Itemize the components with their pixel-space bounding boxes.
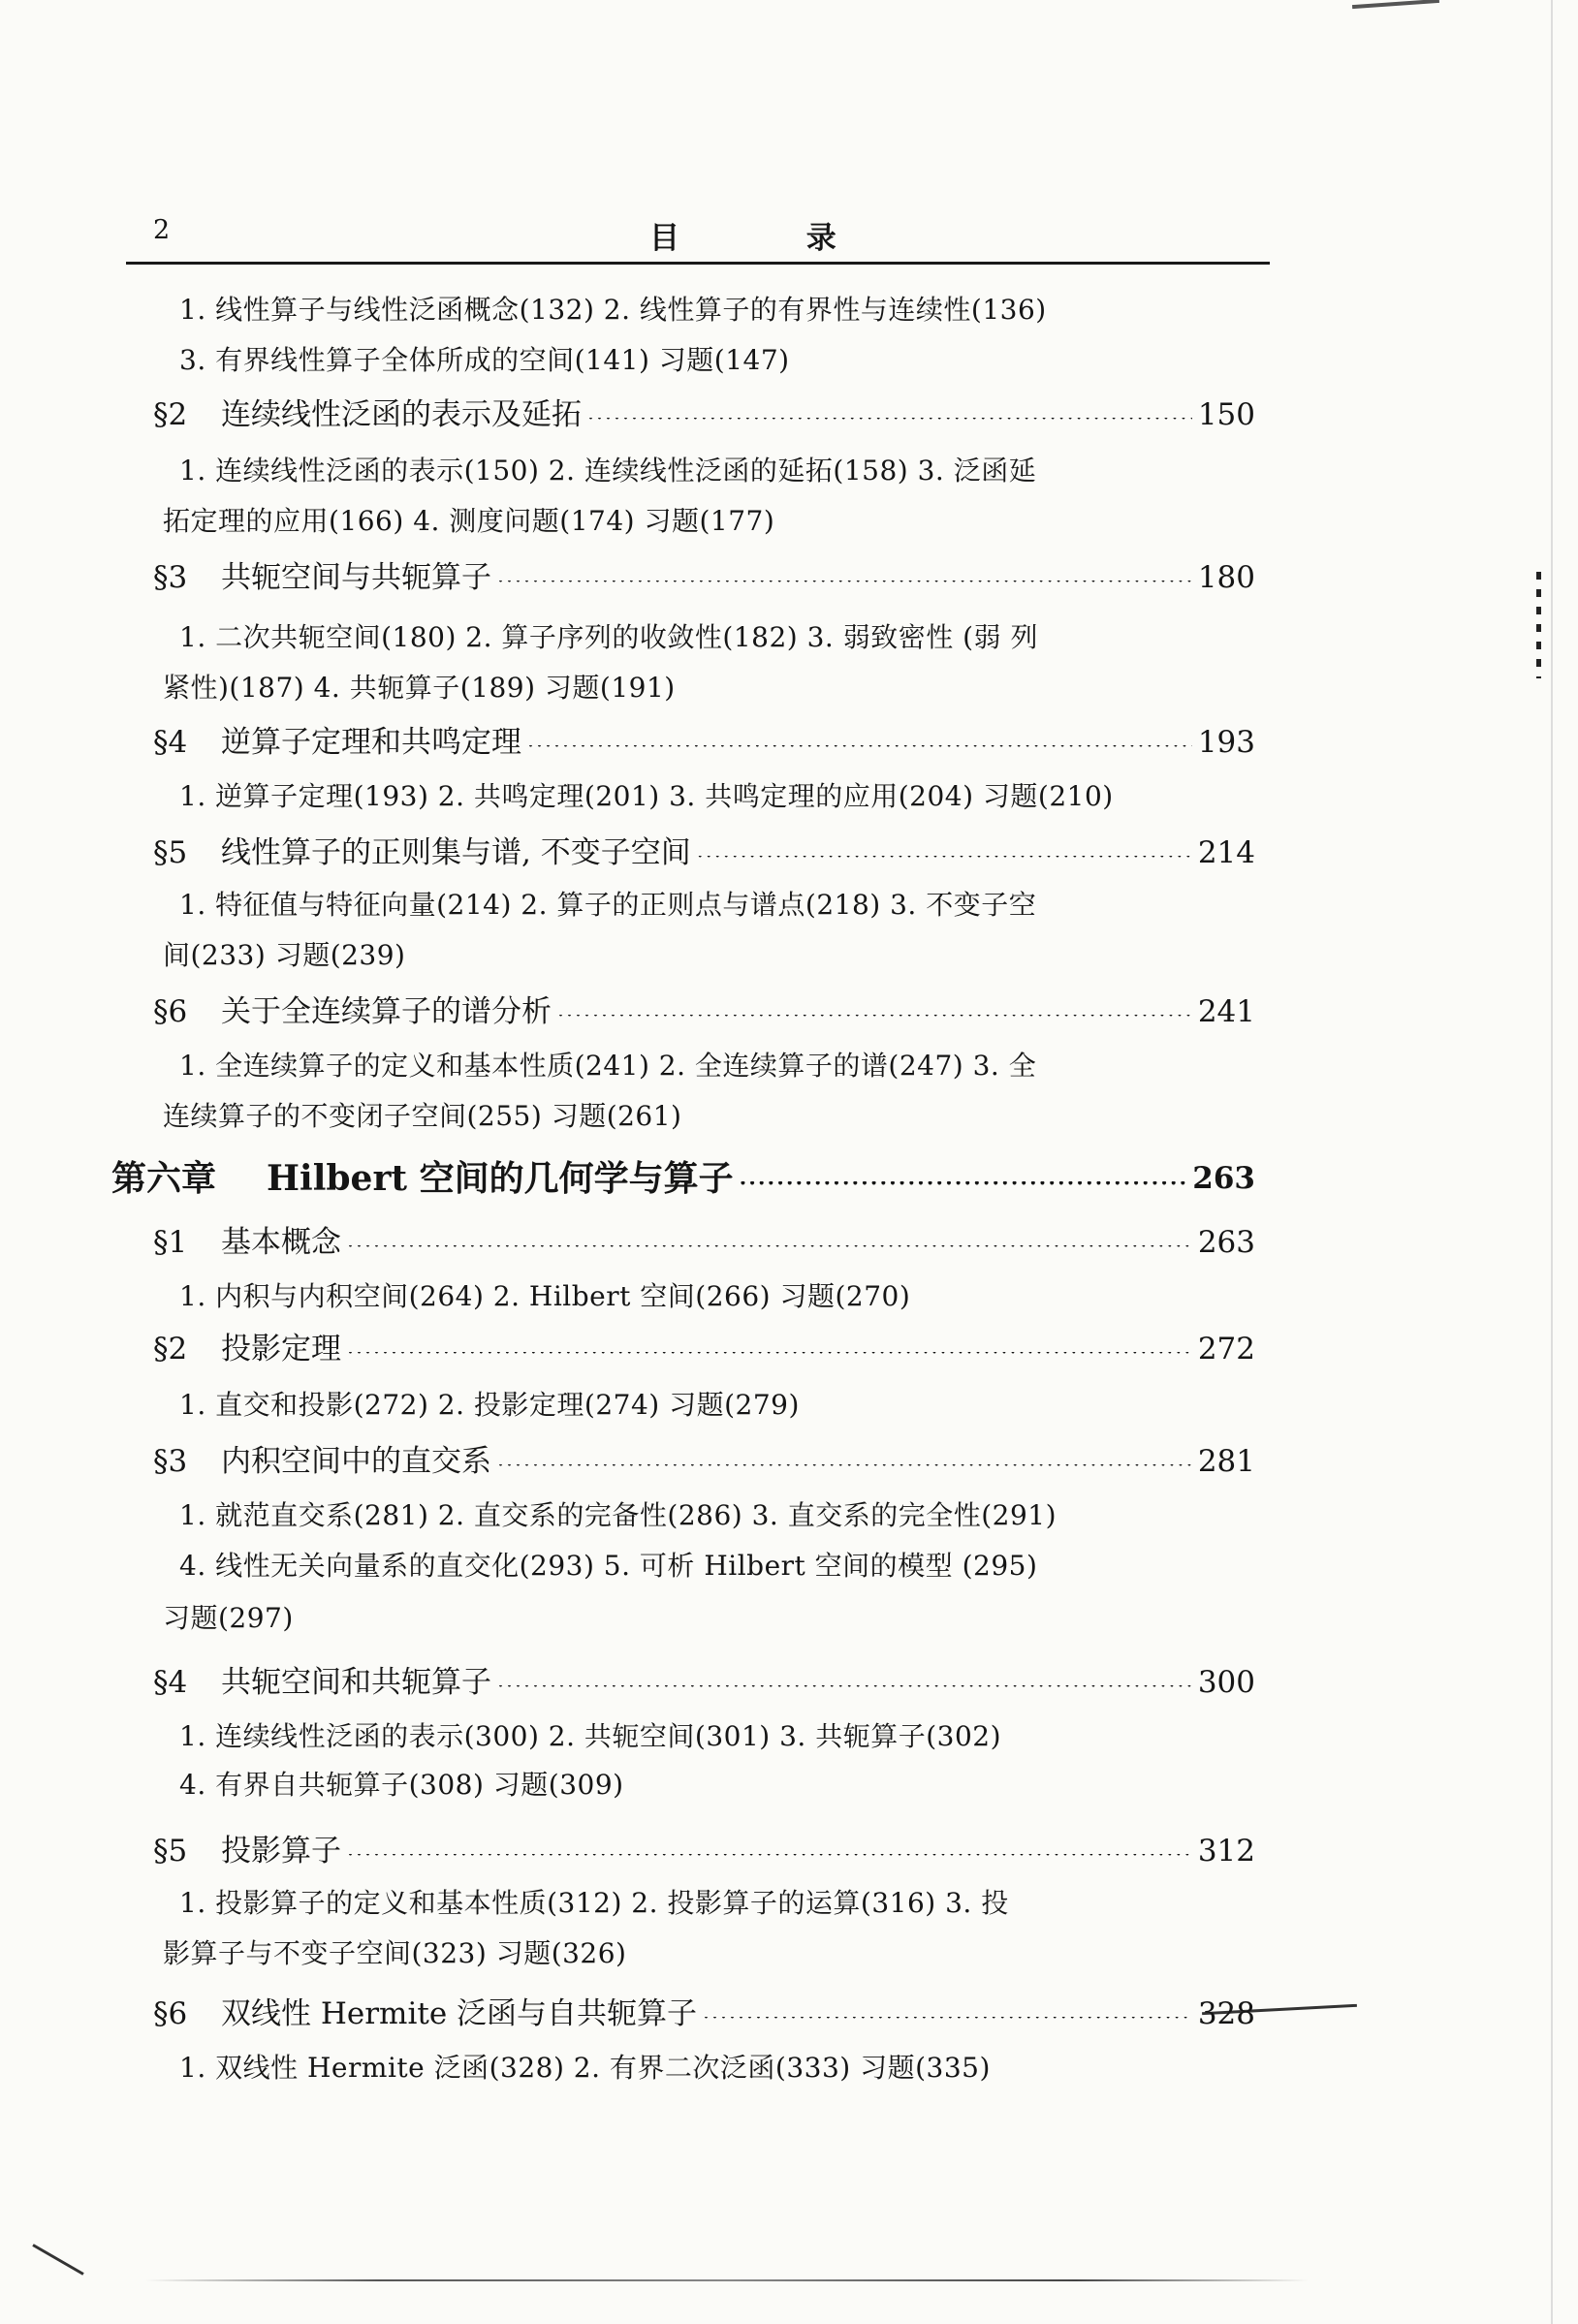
toc-section	[153, 395, 1255, 434]
section-title: 基本概念	[221, 1225, 341, 1260]
section-number: §4	[153, 725, 188, 760]
dot-leader	[740, 1181, 1187, 1191]
toc-subentry: 1. 双线性 Hermite 泛函(328) 2. 有界二次泛函(333) 习题(335)	[179, 2052, 991, 2084]
section-number: §6	[153, 1996, 188, 2031]
toc-subentry: 1. 内积与内积空间(264) 2. Hilbert 空间(266) 习题(270)	[179, 1280, 911, 1312]
section-number: §3	[153, 560, 188, 595]
chapter-title: Hilbert 空间的几何学与算子	[267, 1158, 734, 1199]
section-title: 逆算子定理和共鸣定理	[221, 725, 521, 760]
toc-subentry: 1. 就范直交系(281) 2. 直交系的完备性(286) 3. 直交系的完全性(291)	[179, 1499, 1057, 1531]
page-ref: 263	[1197, 1225, 1255, 1260]
page-ref: 300	[1197, 1665, 1255, 1700]
dot-leader	[697, 856, 1192, 865]
toc-subentry: 1. 线性算子与线性泛函概念(132) 2. 线性算子的有界性与连续性(136)	[179, 294, 1047, 326]
toc-subentry: 1. 特征值与特征向量(214) 2. 算子的正则点与谱点(218) 3. 不变子空	[179, 889, 1037, 921]
toc-subentry: 1. 逆算子定理(193) 2. 共鸣定理(201) 3. 共鸣定理的应用(204) 习题(210)	[179, 780, 1114, 812]
toc-section	[153, 558, 1255, 597]
toc-subentry: 1. 全连续算子的定义和基本性质(241) 2. 全连续算子的谱(247) 3. 全	[179, 1050, 1037, 1082]
page-ref: 214	[1197, 835, 1255, 870]
section-number: §3	[153, 1444, 188, 1479]
section-title: 关于全连续算子的谱分析	[221, 994, 552, 1029]
section-title: 内积空间中的直交系	[221, 1444, 491, 1479]
page-ref: 193	[1197, 725, 1255, 760]
page-ref: 241	[1197, 994, 1255, 1029]
section-number: §2	[153, 397, 188, 432]
page-ref: 263	[1192, 1161, 1255, 1196]
toc-subentry: 3. 有界线性算子全体所成的空间(141) 习题(147)	[179, 344, 790, 376]
section-title: 投影算子	[221, 1834, 341, 1869]
section-number: §1	[153, 1225, 188, 1260]
page-ref: 272	[1197, 1332, 1255, 1366]
section-title: 线性算子的正则集与谱, 不变子空间	[221, 835, 691, 870]
toc-subentry: 1. 连续线性泛函的表示(300) 2. 共轭空间(301) 3. 共轭算子(302)	[179, 1720, 1002, 1752]
page-ref: 180	[1197, 560, 1255, 595]
toc-subentry: 1. 二次共轭空间(180) 2. 算子序列的收敛性(182) 3. 弱致密性 (弱 列	[179, 621, 1038, 653]
toc-subentry: 影算子与不变子空间(323) 习题(326)	[163, 1937, 627, 1969]
toc-subentry: 4. 有界自共轭算子(308) 习题(309)	[179, 1769, 624, 1801]
dot-leader	[497, 1685, 1192, 1695]
dot-leader	[703, 2017, 1192, 2026]
toc-subentry: 习题(297)	[163, 1602, 294, 1634]
toc-section	[153, 833, 1255, 872]
toc-section	[153, 723, 1255, 762]
toc-subentry: 紧性)(187) 4. 共轭算子(189) 习题(191)	[163, 672, 676, 704]
dot-leader	[347, 1352, 1192, 1362]
dot-leader	[587, 418, 1192, 427]
page-ref: 150	[1197, 397, 1255, 432]
toc-subentry: 4. 线性无关向量系的直交化(293) 5. 可析 Hilbert 空间的模型 (295)	[179, 1550, 1038, 1582]
toc-subentry: 1. 连续线性泛函的表示(150) 2. 连续线性泛函的延拓(158) 3. 泛函延	[179, 455, 1037, 487]
toc-section	[153, 1994, 1255, 2033]
toc-subentry: 1. 投影算子的定义和基本性质(312) 2. 投影算子的运算(316) 3. 投	[179, 1887, 1009, 1919]
section-number: §6	[153, 994, 188, 1029]
toc-chapter	[111, 1159, 1255, 1198]
page-ref: 328	[1197, 1996, 1255, 2031]
toc-subentry: 间(233) 习题(239)	[163, 939, 406, 971]
toc-section	[153, 1663, 1255, 1702]
dot-leader	[557, 1015, 1192, 1024]
chapter-number: 第六章	[111, 1158, 217, 1199]
section-title: 共轭空间与共轭算子	[221, 560, 491, 595]
section-title: 投影定理	[221, 1332, 341, 1366]
section-title: 连续线性泛函的表示及延拓	[221, 397, 582, 432]
toc-section	[153, 992, 1255, 1031]
toc-subentry: 连续算子的不变闭子空间(255) 习题(261)	[163, 1100, 682, 1132]
section-title: 双线性 Hermite 泛函与自共轭算子	[221, 1996, 698, 2031]
dot-leader	[347, 1245, 1192, 1255]
page-ref: 312	[1197, 1834, 1255, 1869]
dot-leader	[497, 1464, 1192, 1474]
section-number: §4	[153, 1665, 188, 1700]
section-title: 共轭空间和共轭算子	[221, 1665, 491, 1700]
toc-section	[153, 1223, 1255, 1262]
toc-subentry: 拓定理的应用(166) 4. 测度问题(174) 习题(177)	[163, 505, 775, 537]
page-title: 目 录	[649, 221, 895, 256]
toc-section	[153, 1442, 1255, 1481]
page-number: 2	[153, 215, 171, 245]
page-ref: 281	[1197, 1444, 1255, 1479]
section-number: §2	[153, 1332, 188, 1366]
dot-leader	[347, 1854, 1192, 1864]
toc-section	[153, 1832, 1255, 1870]
toc-subentry: 1. 直交和投影(272) 2. 投影定理(274) 习题(279)	[179, 1389, 800, 1421]
dot-leader	[497, 581, 1192, 590]
section-number: §5	[153, 1834, 188, 1869]
section-number: §5	[153, 835, 188, 870]
toc-section	[153, 1330, 1255, 1368]
dot-leader	[527, 745, 1192, 755]
